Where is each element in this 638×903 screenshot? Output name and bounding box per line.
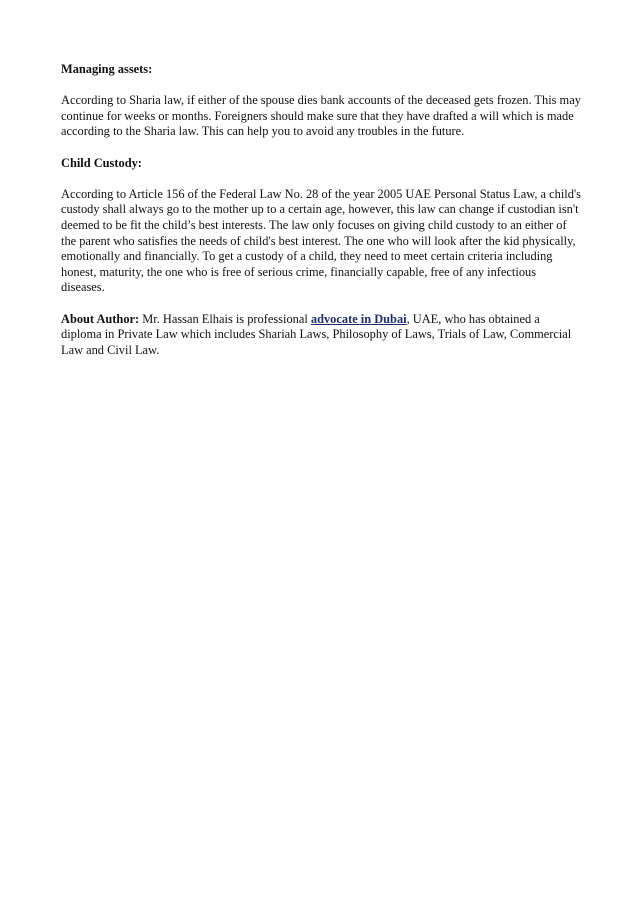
about-author-text-before: Mr. Hassan Elhais is professional — [139, 311, 311, 326]
spacer — [61, 78, 581, 94]
advocate-in-dubai-link[interactable]: advocate in Dubai — [310, 311, 407, 326]
spacer — [61, 140, 581, 156]
about-author-paragraph — [61, 312, 581, 359]
section-heading-child-custody: Child Custody: — [61, 155, 142, 170]
section-body-child-custody: According to Article 156 of the Federal Law No. 28 of the year 2005 UAE Personal Status Law, a child's custody shall always go to the mother up to a certain age, however, this law can change if custodian isn't deemed to be fit the child’s best interests. The law only focuses on giving child custody to an either of the parent who satisfies the needs of child's best interest. The one who will look after the kid physically, emotionally and financially. To get a custody of a child, they need to meet certain criteria including honest, maturity, the one who is free of serious crime, financially capable, free of any infectious diseases. — [61, 186, 581, 295]
about-author-label: About Author: — [61, 311, 140, 326]
spacer — [61, 296, 581, 312]
section-heading-managing-assets: Managing assets: — [61, 62, 153, 76]
spacer — [61, 171, 581, 187]
document-page — [61, 62, 581, 358]
about-author-text-after: , UAE, who has obtained a diploma in Private Law which includes Shariah Laws, Philosophy of Laws, Trials of Law, Commercial Law and Civil Law. — [61, 311, 572, 357]
section-body-managing-assets: According to Sharia law, if either of the spouse dies bank accounts of the deceased gets frozen. This may continue for weeks or months. Foreigners should make sure that they have drafted a will which is made according to the Sharia law. This can help you to avoid any troubles in the future. — [61, 93, 581, 139]
